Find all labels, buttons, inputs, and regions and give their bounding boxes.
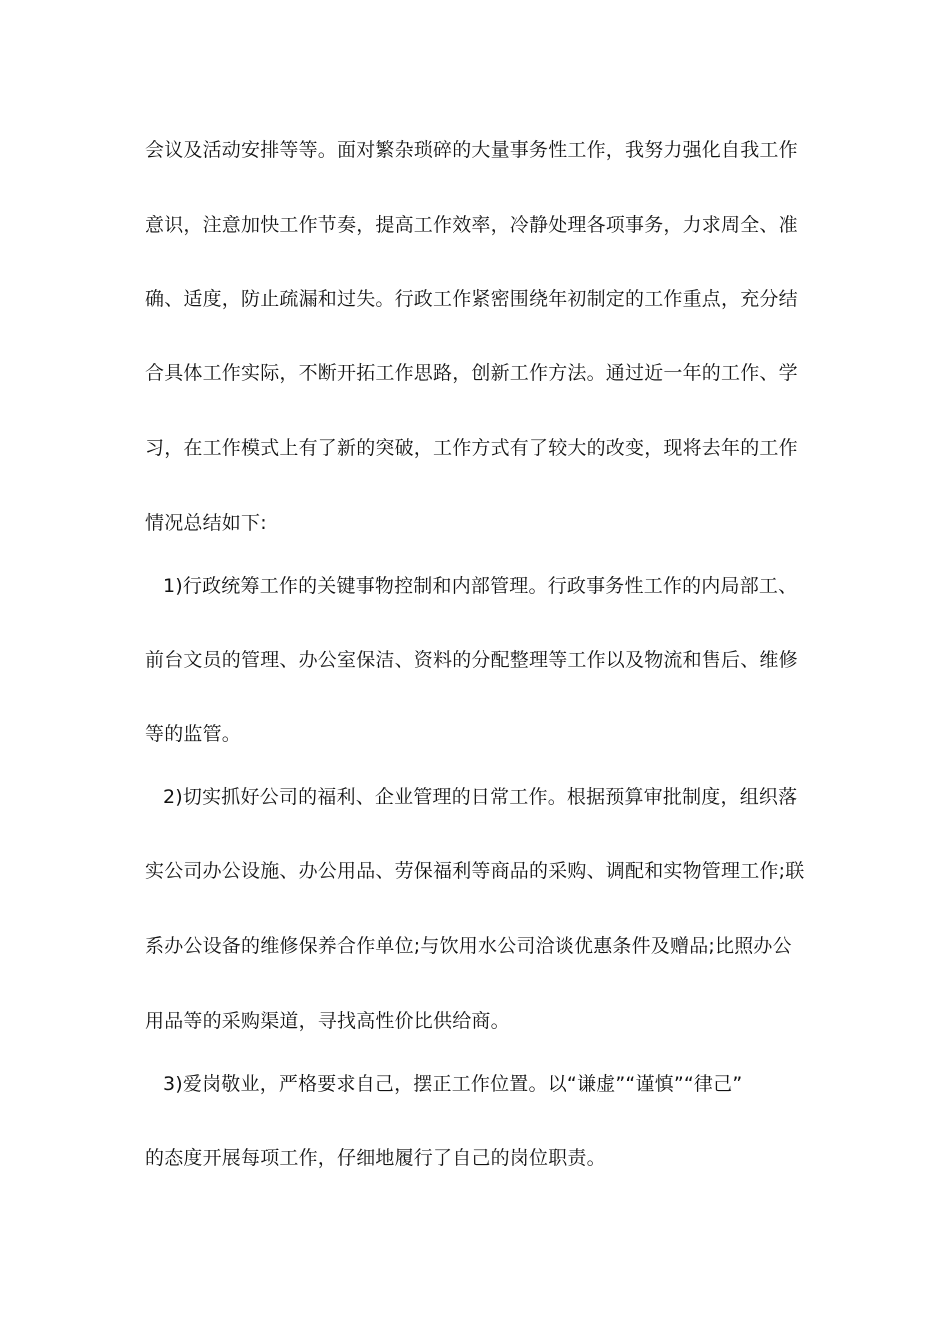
paragraph-line-5: 习，在工作模式上有了新的突破，工作方式有了较大的改变，现将去年的工作 [145,437,798,459]
list-item-3-line-1: 3)爱岗敬业，严格要求自己，摆正工作位置。以“谦虚”“谨慎”“律己” [163,1073,743,1095]
list-item-3-line-2: 的态度开展每项工作，仔细地履行了自己的岗位职责。 [145,1147,606,1169]
list-item-2-line-4: 用品等的采购渠道，寻找高性价比供给商。 [145,1010,510,1032]
paragraph-line-4: 合具体工作实际，不断开拓工作思路，创新工作方法。通过近一年的工作、学 [145,362,798,384]
list-item-1-line-3: 等的监管。 [145,723,242,745]
list-item-2-line-1: 2)切实抓好公司的福利、企业管理的日常工作。根据预算审批制度，组织落 [163,786,798,808]
paragraph-line-6: 情况总结如下: [145,512,267,534]
list-item-2-line-2: 实公司办公设施、办公用品、劳保福利等商品的采购、调配和实物管理工作;联 [145,860,805,882]
paragraph-line-3: 确、适度，防止疏漏和过失。行政工作紧密围绕年初制定的工作重点，充分结 [145,288,798,310]
list-item-1-line-2: 前台文员的管理、办公室保洁、资料的分配整理等工作以及物流和售后、维修 [145,649,798,671]
list-item-2-line-3: 系办公设备的维修保养合作单位;与饮用水公司洽谈优惠条件及赠品;比照办公 [145,935,792,957]
paragraph-line-1: 会议及活动安排等等。面对繁杂琐碎的大量事务性工作，我努力强化自我工作 [145,139,798,161]
list-item-1-line-1: 1)行政统筹工作的关键事物控制和内部管理。行政事务性工作的内局部工、 [163,575,798,597]
paragraph-line-2: 意识，注意加快工作节奏，提高工作效率，冷静处理各项事务，力求周全、准 [145,214,798,236]
